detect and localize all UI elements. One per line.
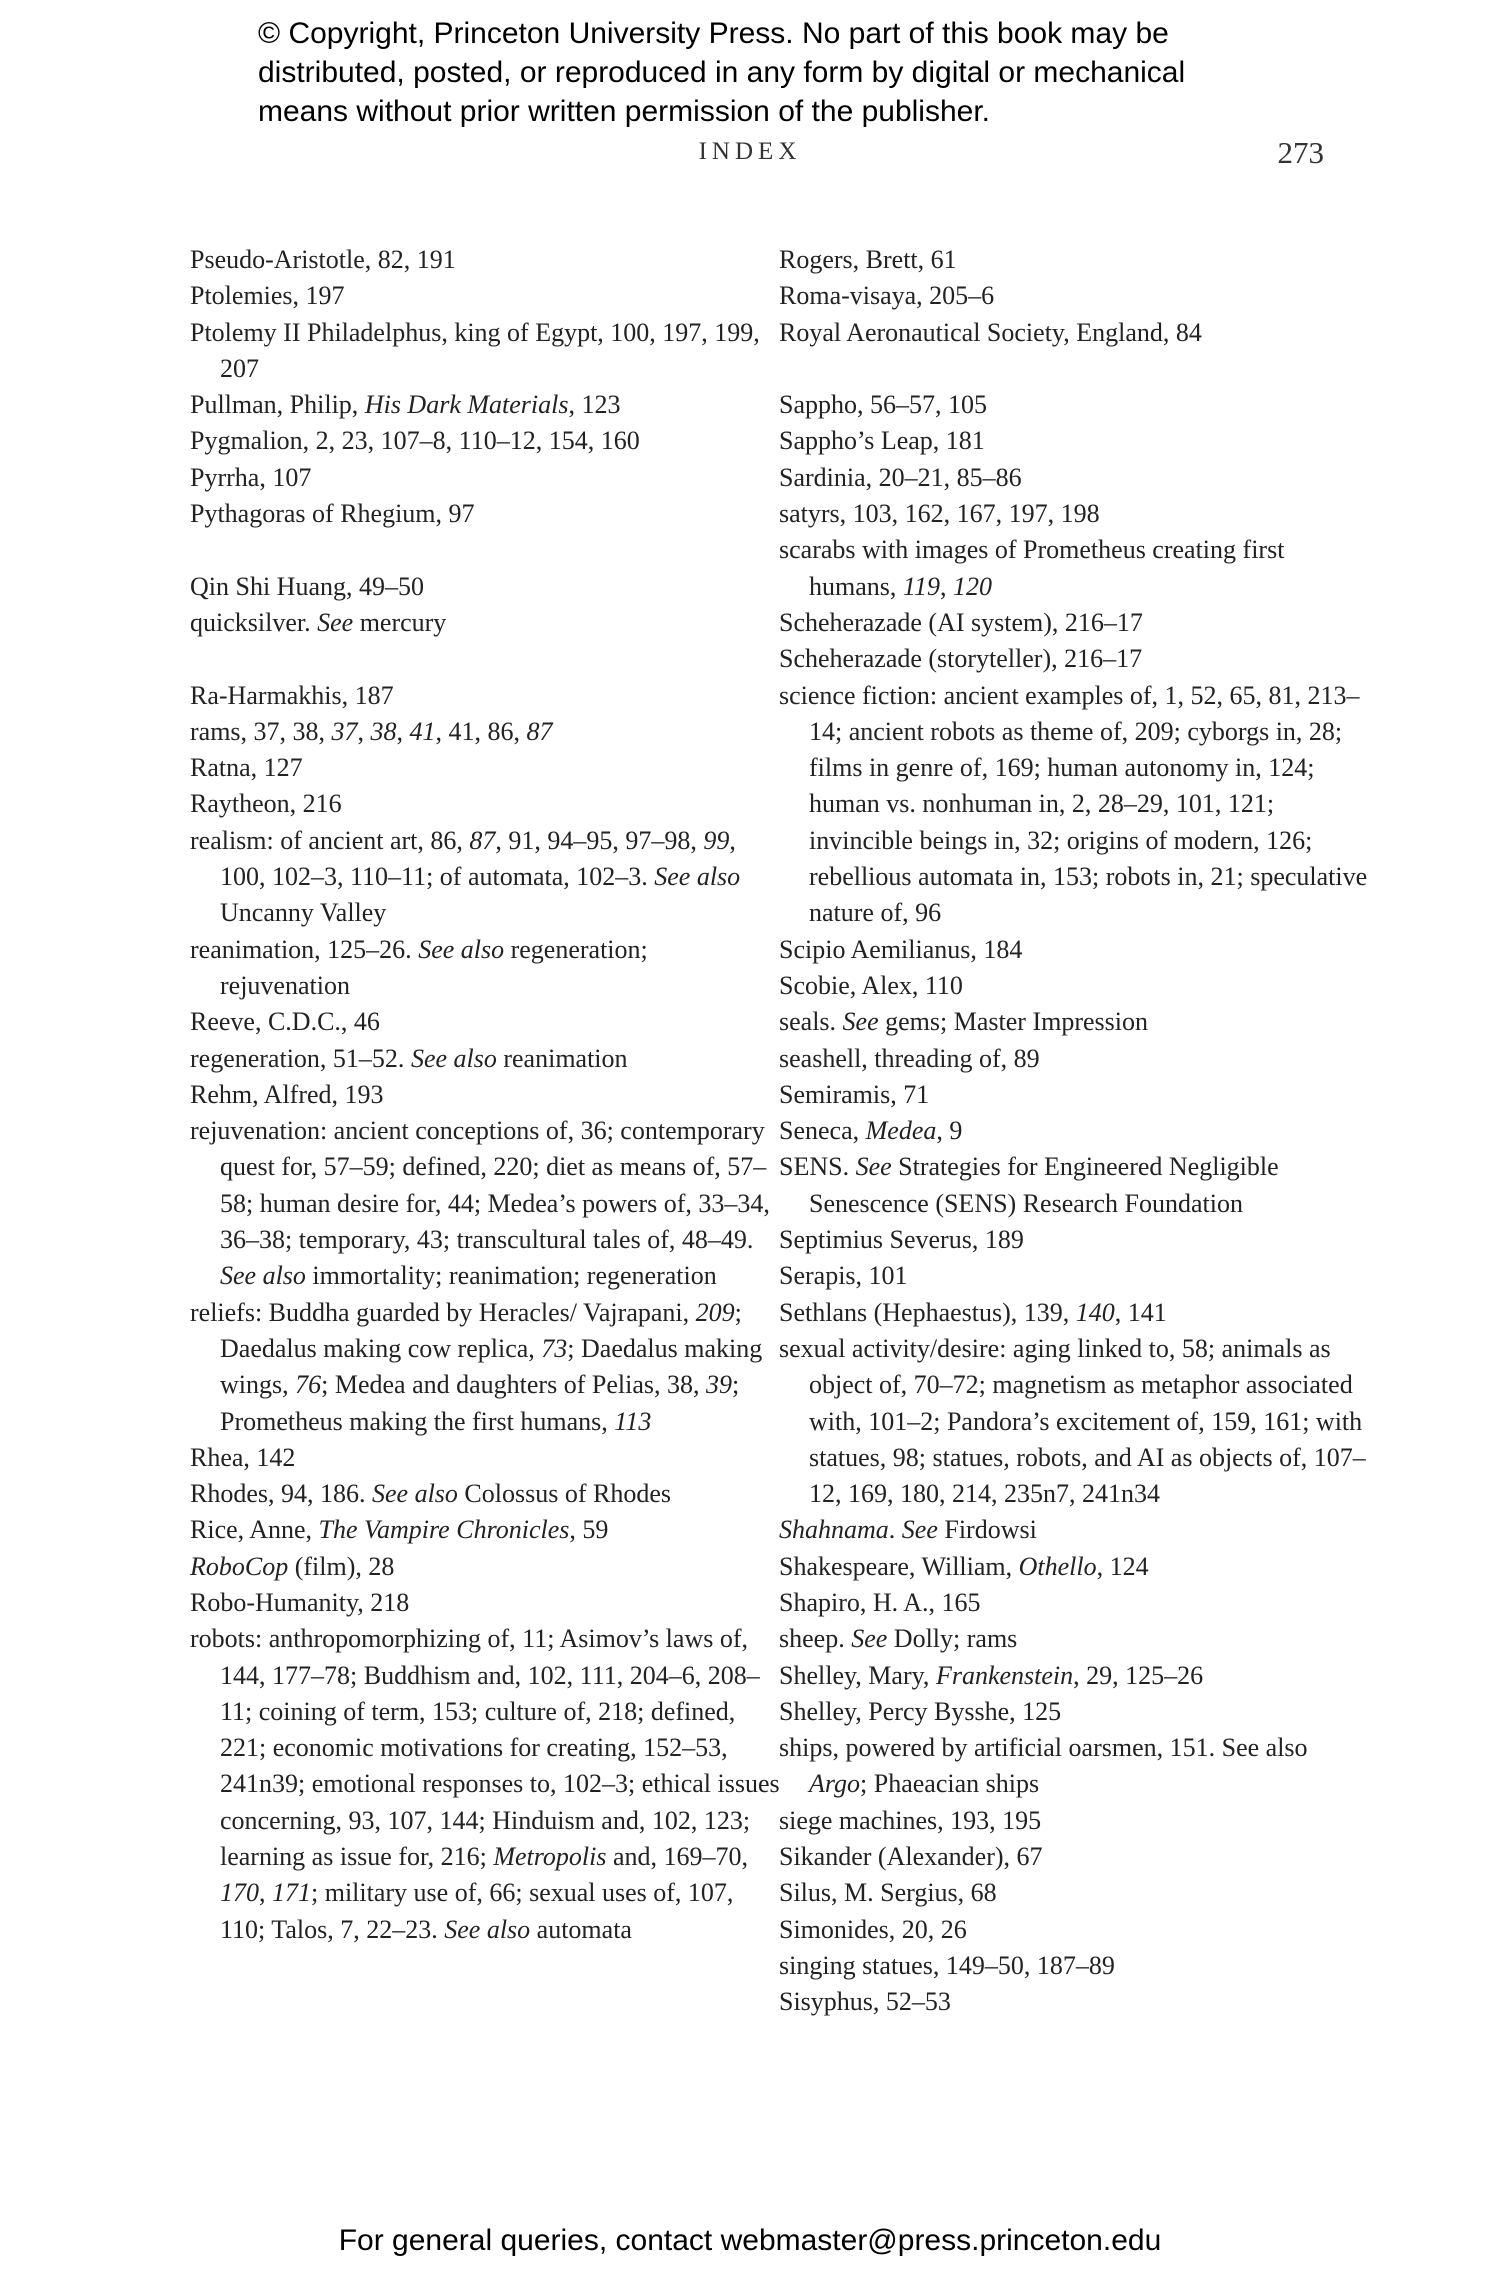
index-entry: Scobie, Alex, 110 [779,970,963,1000]
index-column-left [190,242,780,1948]
index-entry: Ptolemies, 197 [190,281,345,311]
copyright-notice: © Copyright, Princeton University Press. No part of this book may be distributed, posted, or reproduced in any form by digital or mechanical means without prior written permission of the publisher. [258,17,1186,128]
index-entry: quicksilver. See mercury [190,607,447,637]
index-entry: realism: of ancient art, 86, 87, 91, 94–95, 97–98, 99, 100, 102–3, 110–11; of automata, 102–3. See also Uncanny Valley [190,825,741,928]
index-entry: Seneca, Medea, 9 [779,1116,963,1146]
index-entry: Raytheon, 216 [190,789,342,819]
index-entry: Sethlans (Hephaestus), 139, 140, 141 [779,1297,1167,1327]
index-entry: Pullman, Philip, His Dark Materials, 123 [190,390,621,420]
index-entry: Shakespeare, William, Othello, 124 [779,1551,1149,1581]
index-entry: scarabs with images of Prometheus creating first humans, 119, 120 [779,535,1285,601]
index-entry: Shahnama. See Firdowsi [779,1515,1037,1545]
index-entry: Robo-Humanity, 218 [190,1587,410,1617]
index-entry: Shelley, Percy Bysshe, 125 [779,1696,1062,1726]
index-entry: rams, 37, 38, 37, 38, 41, 41, 86, 87 [190,716,553,746]
index-entry: reanimation, 125–26. See also regeneration; rejuvenation [190,934,648,1000]
index-entry: Scheherazade (AI system), 216–17 [779,607,1143,637]
index-entry: Scipio Aemilianus, 184 [779,934,1023,964]
index-entry: Pygmalion, 2, 23, 107–8, 110–12, 154, 160 [190,426,640,456]
index-entry: Ratna, 127 [190,753,303,783]
index-entry: Semiramis, 71 [779,1079,930,1109]
index-entry: Pseudo-Aristotle, 82, 191 [190,245,456,274]
page-number: 273 [1277,135,1324,170]
index-entry: ships, powered by artificial oarsmen, 151. See also Argo; Phaeacian ships [779,1733,1308,1799]
running-head: INDEX [698,138,802,165]
index-entry: Shelley, Mary, Frankenstein, 29, 125–26 [779,1660,1204,1690]
index-entry: Reeve, C.D.C., 46 [190,1007,380,1037]
index-entry: Shapiro, H. A., 165 [779,1587,981,1617]
index-entry: Rhodes, 94, 186. See also Colossus of Rhodes [190,1479,671,1509]
index-entry: Qin Shi Huang, 49–50 [190,571,424,601]
index-entry: robots: anthropomorphizing of, 11; Asimov’s laws of, 144, 177–78; Buddhism and, 102, 111, 204–6, 208–11; coining of term, 153; culture of, 218; defined, 221; economic motivations for creating, 152–53, 241n39; emotional responses to, 102–3; ethical issues concerning, 93, 107, 144; Hinduism and, 102, 123; learning as issue for, 216; Metropolis and, 169–70, 170, 171; military use of, 66; sexual uses of, 107, 110; Talos, 7, 22–23. See also automata [190,1624,780,1944]
index-entry: SENS. See Strategies for Engineered Negligible Senescence (SENS) Research Foundation [779,1152,1279,1218]
index-entry: Pythagoras of Rhegium, 97 [190,499,475,529]
index-column-right [779,242,1369,2021]
index-entry: seashell, threading of, 89 [779,1043,1040,1073]
index-entry: regeneration, 51–52. See also reanimation [190,1043,628,1073]
index-entry: Ptolemy II Philadelphus, king of Egypt, 100, 197, 199, 207 [190,317,760,383]
index-entry: Rhea, 142 [190,1442,296,1472]
index-entry: Simonides, 20, 26 [779,1914,967,1944]
index-entry: rejuvenation: ancient conceptions of, 36; contemporary quest for, 57–59; defined, 220; diet as means of, 57–58; human desire for, 44; Medea’s powers of, 33–34, 36–38; temporary, 43; transcultural tales of, 48–49. See also immortality; reanimation; regeneration [190,1116,770,1291]
index-entry: Sardinia, 20–21, 85–86 [779,462,1022,492]
index-entry: Rice, Anne, The Vampire Chronicles, 59 [190,1515,609,1545]
index-entry: Rehm, Alfred, 193 [190,1079,384,1109]
index-entry: Ra-Harmakhis, 187 [190,680,394,710]
index-entry: Sappho’s Leap, 181 [779,426,985,456]
index-entry: Rogers, Brett, 61 [779,245,957,274]
index-entry: satyrs, 103, 162, 167, 197, 198 [779,499,1100,529]
index-entry: Roma-visaya, 205–6 [779,281,995,311]
footer-contact: For general queries, contact webmaster@press.princeton.edu [338,2224,1162,2257]
index-entry: sexual activity/desire: aging linked to, 58; animals as object of, 70–72; magnetism as metaphor associated with, 101–2; Pandora’s excitement of, 159, 161; with statues, 98; statues, robots, and AI as objects of, 107–12, 169, 180, 214, 235n7, 241n34 [779,1333,1366,1509]
index-entry: singing statues, 149–50, 187–89 [779,1950,1115,1980]
index-entry: Sikander (Alexander), 67 [779,1842,1043,1872]
index-entry: science fiction: ancient examples of, 1, 52, 65, 81, 213–14; ancient robots as theme of, 209; cyborgs in, 28; films in genre of, 169; human autonomy in, 124; human vs. nonhuman in, 2, 28–29, 101, 121; invincible beings in, 32; origins of modern, 126; rebellious automata in, 153; robots in, 21; speculative nature of, 96 [779,680,1368,928]
index-entry: Scheherazade (storyteller), 216–17 [779,644,1143,674]
index-entry: Septimius Severus, 189 [779,1225,1024,1255]
index-entry: Serapis, 101 [779,1261,908,1291]
index-entry: sheep. See Dolly; rams [779,1624,1018,1654]
index-entry: Sappho, 56–57, 105 [779,390,987,420]
index-entry: reliefs: Buddha guarded by Heracles/ Vajrapani, 209; Daedalus making cow replica, 73; Daedalus making wings, 76; Medea and daughters of Pelias, 38, 39; Prometheus making the first humans, 113 [190,1297,763,1436]
index-entry: siege machines, 193, 195 [779,1805,1042,1835]
index-entry: Silus, M. Sergius, 68 [779,1878,997,1908]
index-entry: seals. See gems; Master Impression [779,1007,1148,1037]
index-entry: Pyrrha, 107 [190,462,312,492]
index-entry: RoboCop (film), 28 [190,1551,395,1581]
index-entry: Royal Aeronautical Society, England, 84 [779,317,1202,347]
index-entry: Sisyphus, 52–53 [779,1987,951,2017]
